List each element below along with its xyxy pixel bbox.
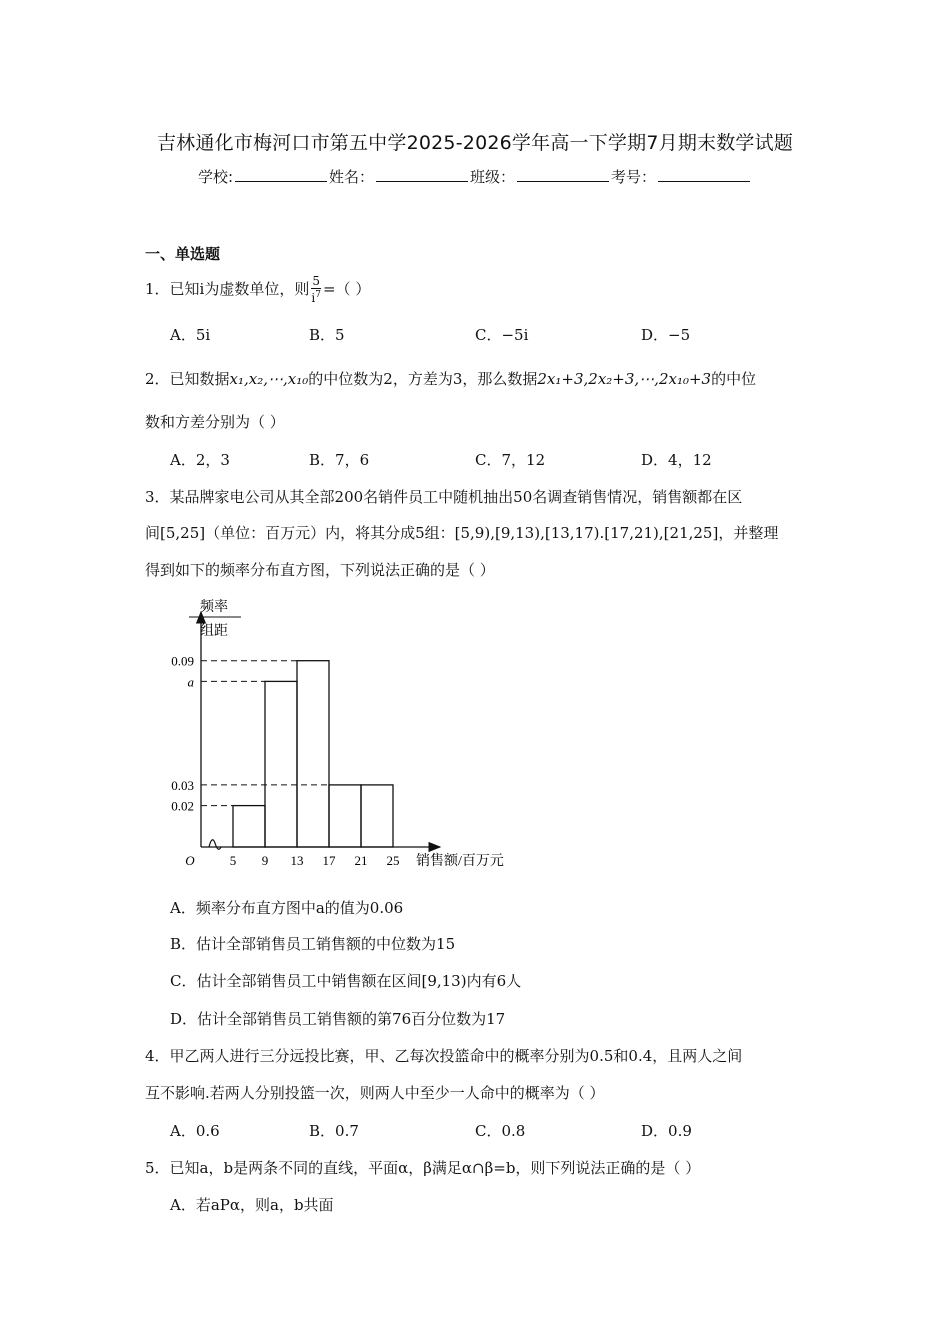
axis-break: [209, 840, 221, 849]
y-tick-label: 0.09: [171, 653, 194, 669]
q2-stem-mid: 的中位数为2，方差为3，那么数据: [308, 370, 538, 388]
q2-transformed-data: 2x₁+3,2x₂+3,⋯,2x₁₀+3: [537, 370, 712, 388]
q4-option-b[interactable]: B．0.7: [309, 1122, 359, 1140]
section-title: 一、单选题: [145, 245, 221, 263]
histogram-bar: [329, 785, 361, 847]
q1-fraction: [311, 275, 321, 305]
q1-option-b[interactable]: B．5: [309, 326, 345, 344]
question-3-line-2: 间[5,25]（单位：百万元）内，将其分成5组：[5,9),[9,13),[13,17).[17,21),[21,25]，并整理: [145, 524, 779, 542]
histogram-bar: [233, 806, 265, 847]
histogram-bar: [297, 661, 329, 847]
q2-option-b[interactable]: B．7，6: [309, 451, 370, 469]
q5-option-a[interactable]: A．若aPα，则a，b共面: [170, 1196, 334, 1214]
q3-option-a[interactable]: A．频率分布直方图中a的值为0.06: [170, 899, 404, 917]
q1-frac-num: 5: [312, 274, 320, 288]
q1-option-d[interactable]: D．−5: [641, 326, 691, 344]
student-info-line: [0, 166, 950, 187]
y-tick-label: 0.02: [171, 798, 194, 814]
question-1: [145, 275, 370, 305]
q1-option-a[interactable]: A．5i: [170, 326, 211, 344]
x-tick-label: 9: [261, 853, 269, 868]
y-tick-label: 0.03: [171, 777, 194, 793]
q4-option-d[interactable]: D．0.9: [641, 1122, 692, 1140]
q3-option-d[interactable]: D．估计全部销售员工销售额的第76百分位数为17: [170, 1010, 506, 1028]
question-4-line-2: 互不影响.若两人分别投篮一次，则两人中至少一人命中的概率为（ ）: [145, 1084, 605, 1102]
q1-frac-den-base: i: [311, 291, 316, 305]
x-tick-label: 25: [386, 853, 400, 868]
x-axis-label: 销售额/百万元: [416, 854, 504, 869]
q2-option-a[interactable]: A．2，3: [170, 451, 230, 469]
q2-option-c[interactable]: C．7，12: [475, 451, 546, 469]
id-label: 考号：: [611, 168, 657, 186]
x-tick-label: 17: [322, 853, 336, 868]
q1-option-c[interactable]: C．−5i: [475, 326, 529, 344]
question-5-line-1: 5．已知a，b是两条不同的直线，平面α，β满足α∩β=b，则下列说法正确的是（ ）: [145, 1159, 701, 1177]
x-tick-label: 21: [354, 853, 368, 868]
frequency-histogram: [150, 590, 530, 875]
q2-stem-end: 的中位: [711, 370, 757, 388]
name-label: 姓名：: [329, 168, 375, 186]
page-title: 吉林通化市梅河口市第五中学2025-2026学年高一下学期7月期末数学试题: [156, 132, 794, 154]
q3-option-c[interactable]: C．估计全部销售员工中销售额在区间[9,13)内有6人: [170, 972, 522, 990]
q1-stem-end: =（ ）: [322, 280, 371, 298]
histogram-bar: [361, 785, 393, 847]
y-tick-label: a: [187, 674, 194, 690]
histogram-bar: [265, 681, 297, 847]
name-blank[interactable]: [376, 167, 468, 182]
q1-frac-den-exp: 7: [315, 290, 321, 300]
school-label: 学校:: [197, 168, 233, 186]
class-label: 班级：: [470, 168, 516, 186]
question-3-line-3: 得到如下的频率分布直方图，下列说法正确的是（ ）: [145, 561, 495, 579]
question-4-line-1: 4．甲乙两人进行三分远投比赛，甲、乙每次投篮命中的概率分别为0.5和0.4，且两人之间: [145, 1047, 743, 1065]
q4-option-a[interactable]: A．0.6: [170, 1122, 220, 1140]
y-axis-label-bottom: 组距: [200, 624, 228, 639]
q2-stem-start: 2．已知数据: [145, 370, 230, 388]
origin-label: O: [185, 853, 195, 868]
x-tick-label: 13: [290, 853, 304, 868]
q1-frac-den: [311, 289, 321, 305]
question-2-line-2: 数和方差分别为（ ）: [145, 413, 285, 431]
q3-option-b[interactable]: B．估计全部销售员工销售额的中位数为15: [170, 935, 456, 953]
x-tick-label: 5: [229, 853, 237, 868]
q1-stem: 1．已知i为虚数单位，则: [145, 280, 310, 298]
q4-option-c[interactable]: C．0.8: [475, 1122, 526, 1140]
y-axis-label-top: 频率: [200, 600, 228, 615]
q2-data-list: x₁,x₂,⋯,x₁₀: [229, 370, 309, 388]
question-2-line-1: [145, 368, 756, 389]
q2-option-d[interactable]: D．4，12: [641, 451, 712, 469]
class-blank[interactable]: [517, 167, 609, 182]
school-blank[interactable]: [235, 167, 327, 182]
question-3-line-1: 3．某品牌家电公司从其全部200名销件员工中随机抽出50名调查销售情况，销售额都在区: [145, 488, 743, 506]
id-blank[interactable]: [658, 167, 750, 182]
